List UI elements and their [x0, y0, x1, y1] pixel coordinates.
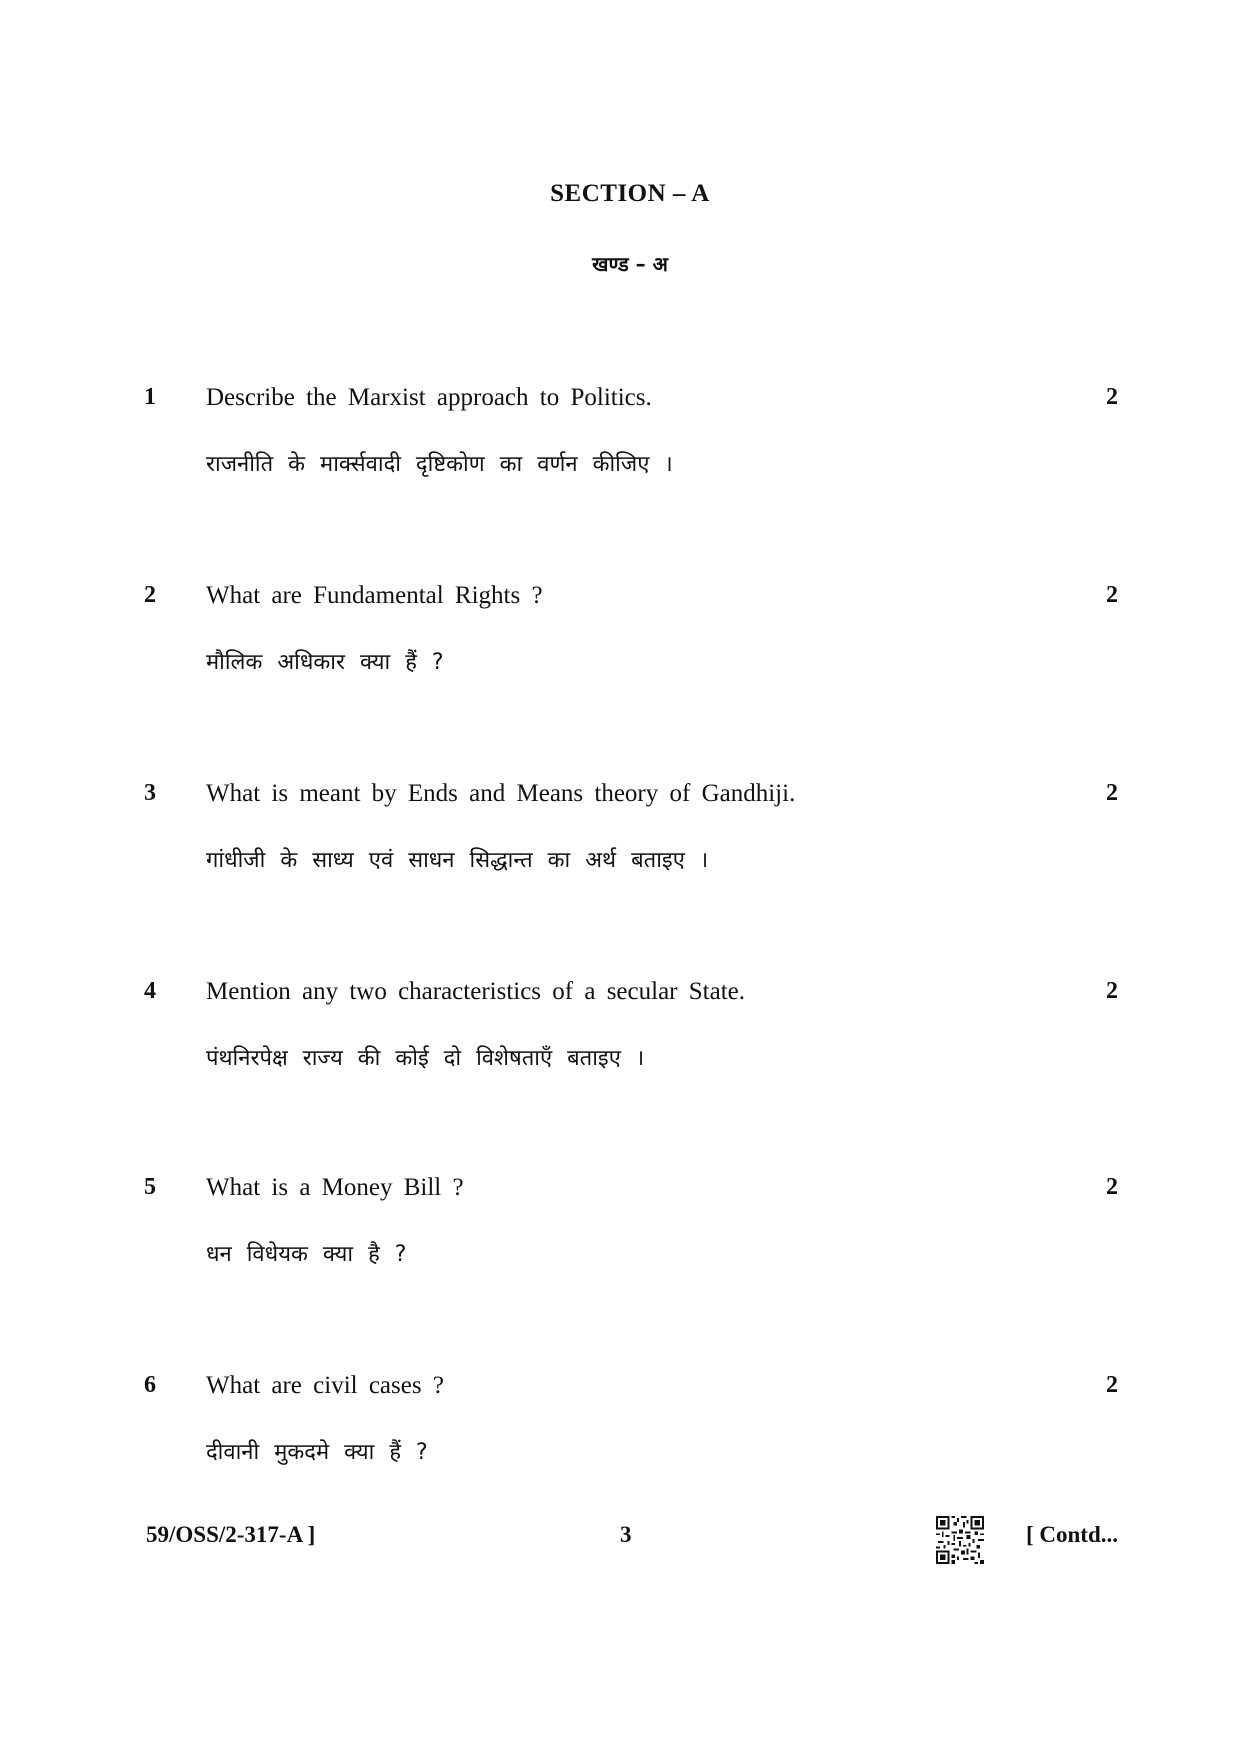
question-text-english: What is a Money Bill ?	[206, 1174, 464, 1201]
question-marks: 2	[1106, 1372, 1118, 1398]
question-marks: 2	[1106, 978, 1118, 1004]
question-marks: 2	[1106, 1174, 1118, 1200]
question-number: 3	[144, 780, 156, 806]
question-text-hindi: मौलिक अधिकार क्या हैं ?	[206, 650, 444, 675]
question-text-hindi: राजनीति के मार्क्सवादी दृष्टिकोण का वर्णन कीजिए ।	[206, 452, 673, 477]
question-text-english: What is meant by Ends and Means theory of Gandhiji.	[206, 780, 796, 807]
question-item	[0, 582, 1240, 702]
question-item	[0, 780, 1240, 900]
paper-code: 59/OSS/2-317-A ]	[146, 1522, 316, 1547]
continued-label: [ Contd...	[1025, 1522, 1118, 1547]
question-item	[0, 1174, 1240, 1294]
question-marks: 2	[1106, 780, 1118, 806]
question-text-english: Mention any two characteristics of a secular State.	[206, 978, 745, 1005]
question-marks: 2	[1106, 384, 1118, 410]
question-item	[0, 978, 1240, 1098]
question-text-english: What are civil cases ?	[206, 1372, 444, 1399]
question-text-hindi: पंथनिरपेक्ष राज्य की कोई दो विशेषताएँ बताइए ।	[206, 1046, 645, 1071]
question-text-hindi: गांधीजी के साध्य एवं साधन सिद्धान्त का अर्थ बताइए ।	[206, 848, 709, 873]
question-item	[0, 1372, 1240, 1492]
question-number: 1	[144, 384, 156, 410]
question-number: 4	[144, 978, 156, 1004]
question-number: 5	[144, 1174, 156, 1200]
section-title-hindi: खण्ड – अ	[592, 252, 668, 276]
page-number: 3	[620, 1522, 632, 1547]
section-title: SECTION – A	[550, 180, 710, 207]
question-text-english: What are Fundamental Rights ?	[206, 582, 543, 609]
qr-code-icon	[936, 1516, 984, 1564]
question-number: 2	[144, 582, 156, 608]
question-item	[0, 384, 1240, 504]
question-text-hindi: धन विधेयक क्या है ?	[206, 1242, 407, 1267]
question-marks: 2	[1106, 582, 1118, 608]
question-text-hindi: दीवानी मुकदमे क्या हैं ?	[206, 1440, 428, 1465]
question-text-english: Describe the Marxist approach to Politics.	[206, 384, 652, 411]
page-footer	[0, 1522, 1240, 1572]
question-number: 6	[144, 1372, 156, 1398]
